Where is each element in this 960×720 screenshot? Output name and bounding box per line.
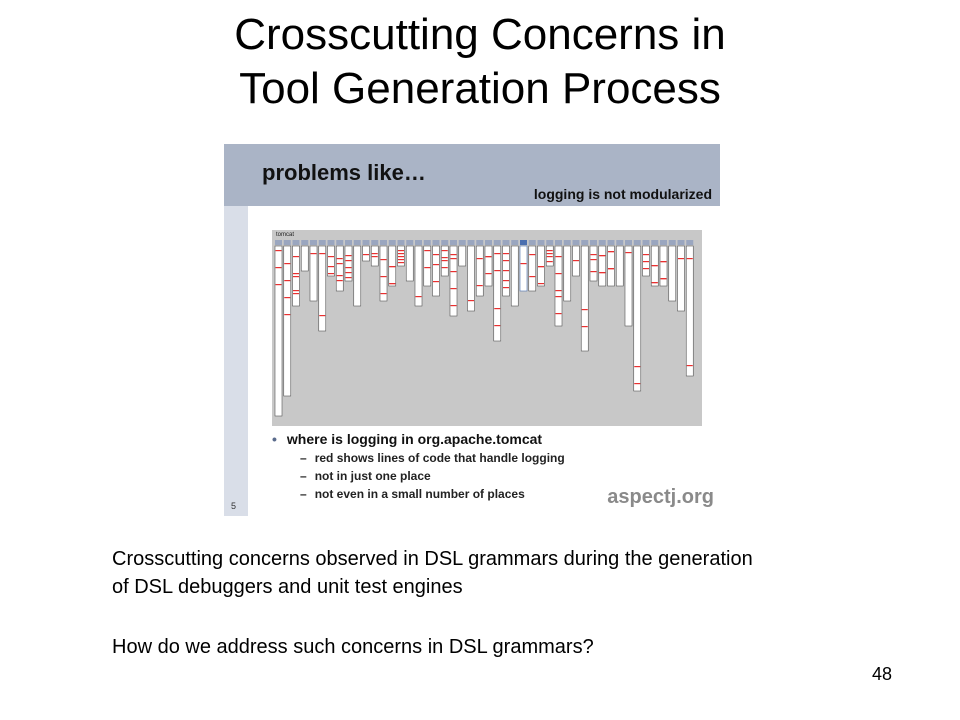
- logging-line: [538, 266, 544, 267]
- logging-line: [451, 258, 457, 259]
- class-column: [284, 246, 291, 396]
- logging-line: [284, 314, 290, 315]
- column-header: [398, 240, 405, 245]
- logging-line: [442, 260, 448, 261]
- logging-line: [337, 263, 343, 264]
- embedded-heading: problems like…: [262, 160, 426, 185]
- logging-line: [442, 267, 448, 268]
- logging-line: [276, 267, 282, 268]
- logging-line: [486, 256, 492, 257]
- class-column: [485, 246, 492, 286]
- column-header: [564, 240, 571, 245]
- column-header: [660, 240, 667, 245]
- logging-line: [643, 261, 649, 262]
- logging-visualization: [272, 230, 702, 426]
- logging-line: [293, 256, 299, 257]
- logging-line: [442, 250, 448, 251]
- logging-line: [433, 264, 439, 265]
- class-column: [406, 246, 413, 281]
- logging-line: [494, 308, 500, 309]
- logging-line: [319, 315, 325, 316]
- logging-line: [389, 283, 395, 284]
- logging-line: [591, 259, 597, 260]
- column-header: [581, 240, 588, 245]
- column-header: [415, 240, 422, 245]
- column-header: [686, 240, 693, 245]
- logging-line: [346, 272, 352, 273]
- column-header: [599, 240, 606, 245]
- column-header: [608, 240, 615, 245]
- class-column: [616, 246, 623, 286]
- class-column: [433, 246, 440, 296]
- class-column: [354, 246, 361, 306]
- class-column: [336, 246, 343, 291]
- class-column: [319, 246, 326, 331]
- logging-line: [319, 253, 325, 254]
- logging-line: [678, 258, 684, 259]
- logging-line: [372, 253, 378, 254]
- logging-line: [293, 293, 299, 294]
- column-header: [441, 240, 448, 245]
- logging-line: [424, 250, 430, 251]
- logging-line: [276, 284, 282, 285]
- logging-line: [626, 252, 632, 253]
- logging-line: [433, 254, 439, 255]
- visualization-label: tomcat: [276, 232, 295, 238]
- logging-line: [494, 270, 500, 271]
- logging-line: [494, 325, 500, 326]
- logging-line: [398, 256, 404, 257]
- logging-line: [608, 268, 614, 269]
- logging-line: [599, 272, 605, 273]
- logging-line: [634, 366, 640, 367]
- body-line-1: Crosscutting concerns observed in DSL grammars during the generation: [112, 548, 753, 570]
- logging-line: [529, 276, 535, 277]
- column-header: [625, 240, 632, 245]
- column-header: [494, 240, 501, 245]
- logging-line: [284, 263, 290, 264]
- logging-line: [582, 326, 588, 327]
- logging-line: [468, 300, 474, 301]
- logging-line: [547, 261, 553, 262]
- column-header: [363, 240, 370, 245]
- class-column: [634, 246, 641, 391]
- logging-line: [451, 305, 457, 306]
- logging-line: [337, 280, 343, 281]
- subbullet-dash: –: [300, 487, 307, 501]
- column-header: [555, 240, 562, 245]
- logging-line: [424, 267, 430, 268]
- class-column: [590, 246, 597, 281]
- class-column: [529, 246, 536, 291]
- embedded-left-bar: [224, 206, 248, 516]
- class-column: [476, 246, 483, 296]
- logging-line: [643, 254, 649, 255]
- logging-line: [381, 293, 387, 294]
- column-header: [573, 240, 580, 245]
- class-column: [468, 246, 475, 311]
- column-header: [485, 240, 492, 245]
- column-header: [328, 240, 335, 245]
- column-header: [293, 240, 300, 245]
- column-header: [284, 240, 291, 245]
- embedded-main-bullet: [272, 431, 542, 447]
- column-header: [511, 240, 518, 245]
- embedded-subbullet-2: [300, 469, 431, 483]
- logging-line: [346, 277, 352, 278]
- class-column: [520, 246, 527, 291]
- embedded-subheading: logging is not modularized: [533, 186, 712, 202]
- column-header: [459, 240, 466, 245]
- logging-line: [643, 268, 649, 269]
- column-header: [546, 240, 553, 245]
- logging-line: [284, 297, 290, 298]
- bullet-dot: •: [272, 431, 277, 447]
- column-header: [406, 240, 413, 245]
- column-header: [616, 240, 623, 245]
- logging-line: [538, 283, 544, 284]
- logging-line: [486, 273, 492, 274]
- logging-line: [381, 259, 387, 260]
- subbullet-text: not in just one place: [314, 469, 431, 483]
- class-column: [459, 246, 466, 266]
- class-column: [599, 246, 606, 286]
- logging-line: [416, 296, 422, 297]
- class-column: [669, 246, 676, 301]
- class-column: [424, 246, 431, 286]
- aspectj-logo: aspectj.org: [607, 486, 714, 508]
- logging-line: [556, 290, 562, 291]
- logging-line: [363, 254, 369, 255]
- class-column: [678, 246, 685, 311]
- embedded-slide-image: [224, 144, 720, 516]
- class-column: [328, 246, 335, 276]
- column-header: [590, 240, 597, 245]
- class-column: [625, 246, 632, 326]
- logging-line: [652, 282, 658, 283]
- logging-line: [372, 256, 378, 257]
- column-header: [301, 240, 308, 245]
- logging-line: [284, 280, 290, 281]
- column-header: [310, 240, 317, 245]
- slide-number: 48: [871, 664, 892, 684]
- column-header: [275, 240, 282, 245]
- logging-line: [494, 253, 500, 254]
- logging-line: [398, 253, 404, 254]
- logging-line: [398, 259, 404, 260]
- logging-line: [337, 275, 343, 276]
- class-column: [301, 246, 308, 271]
- logging-line: [346, 255, 352, 256]
- logging-line: [573, 260, 579, 261]
- logging-line: [293, 273, 299, 274]
- logging-line: [556, 273, 562, 274]
- logging-line: [381, 276, 387, 277]
- class-column: [275, 246, 282, 416]
- logging-line: [582, 309, 588, 310]
- class-column: [511, 246, 518, 306]
- logging-line: [608, 251, 614, 252]
- logging-line: [503, 270, 509, 271]
- column-header: [371, 240, 378, 245]
- logging-line: [346, 260, 352, 261]
- class-column: [660, 246, 667, 286]
- class-column: [310, 246, 317, 301]
- logging-line: [661, 278, 667, 279]
- logging-line: [451, 254, 457, 255]
- logging-line: [547, 250, 553, 251]
- logging-line: [276, 250, 282, 251]
- logging-line: [503, 253, 509, 254]
- logging-line: [599, 255, 605, 256]
- logging-line: [547, 253, 553, 254]
- logging-line: [503, 260, 509, 261]
- logging-line: [311, 253, 317, 254]
- subbullet-text: red shows lines of code that handle logging: [314, 451, 565, 465]
- logging-line: [328, 256, 334, 257]
- column-header: [529, 240, 536, 245]
- class-column: [363, 246, 370, 261]
- logging-line: [503, 287, 509, 288]
- logging-line: [328, 273, 334, 274]
- logging-line: [477, 258, 483, 259]
- class-column: [564, 246, 571, 301]
- column-header: [476, 240, 483, 245]
- logging-line: [687, 365, 693, 366]
- logging-line: [346, 267, 352, 268]
- logging-line: [337, 258, 343, 259]
- column-header: [433, 240, 440, 245]
- logging-line: [328, 266, 334, 267]
- logging-line: [591, 271, 597, 272]
- column-header: [389, 240, 396, 245]
- class-column: [581, 246, 588, 351]
- column-header: [380, 240, 387, 245]
- column-header: [678, 240, 685, 245]
- embedded-page-number: 5: [231, 501, 237, 511]
- logging-line: [687, 258, 693, 259]
- logging-line: [451, 288, 457, 289]
- column-header: [520, 240, 527, 245]
- class-column: [686, 246, 693, 376]
- column-header: [651, 240, 658, 245]
- logging-line: [529, 254, 535, 255]
- column-header: [336, 240, 343, 245]
- logging-columns: [272, 230, 702, 426]
- title-line-1: Crosscutting Concerns in: [234, 10, 726, 59]
- column-header: [468, 240, 475, 245]
- main-bullet-text: where is logging in org.apache.tomcat: [286, 431, 543, 447]
- logging-line: [433, 281, 439, 282]
- logging-line: [652, 265, 658, 266]
- column-header: [634, 240, 641, 245]
- logging-line: [451, 271, 457, 272]
- subbullet-text: not even in a small number of places: [314, 487, 525, 501]
- class-column: [345, 246, 352, 281]
- logging-line: [661, 261, 667, 262]
- column-header: [643, 240, 650, 245]
- logging-line: [477, 285, 483, 286]
- column-header: [538, 240, 545, 245]
- subbullet-dash: –: [300, 469, 307, 483]
- logging-line: [293, 290, 299, 291]
- logging-line: [591, 254, 597, 255]
- logging-line: [547, 256, 553, 257]
- logging-line: [556, 296, 562, 297]
- column-header: [319, 240, 326, 245]
- logging-line: [503, 280, 509, 281]
- body-line-2: of DSL debuggers and unit test engines: [112, 576, 463, 598]
- embedded-subbullet-1: [300, 451, 565, 465]
- column-header: [354, 240, 361, 245]
- logging-line: [442, 257, 448, 258]
- class-column: [494, 246, 501, 341]
- column-header: [503, 240, 510, 245]
- column-header: [345, 240, 352, 245]
- column-header: [669, 240, 676, 245]
- slide-title: [0, 8, 960, 116]
- embedded-subbullet-3: [300, 487, 525, 501]
- logging-line: [293, 276, 299, 277]
- column-header: [450, 240, 457, 245]
- logging-line: [521, 263, 527, 264]
- title-line-2: Tool Generation Process: [239, 64, 721, 113]
- class-column: [380, 246, 387, 301]
- question-text: How do we address such concerns in DSL grammars?: [112, 636, 594, 658]
- logging-line: [556, 313, 562, 314]
- column-header: [424, 240, 431, 245]
- logging-line: [634, 383, 640, 384]
- subbullet-dash: –: [300, 451, 307, 465]
- logging-line: [398, 250, 404, 251]
- logging-line: [556, 256, 562, 257]
- logging-line: [389, 266, 395, 267]
- logging-line: [398, 262, 404, 263]
